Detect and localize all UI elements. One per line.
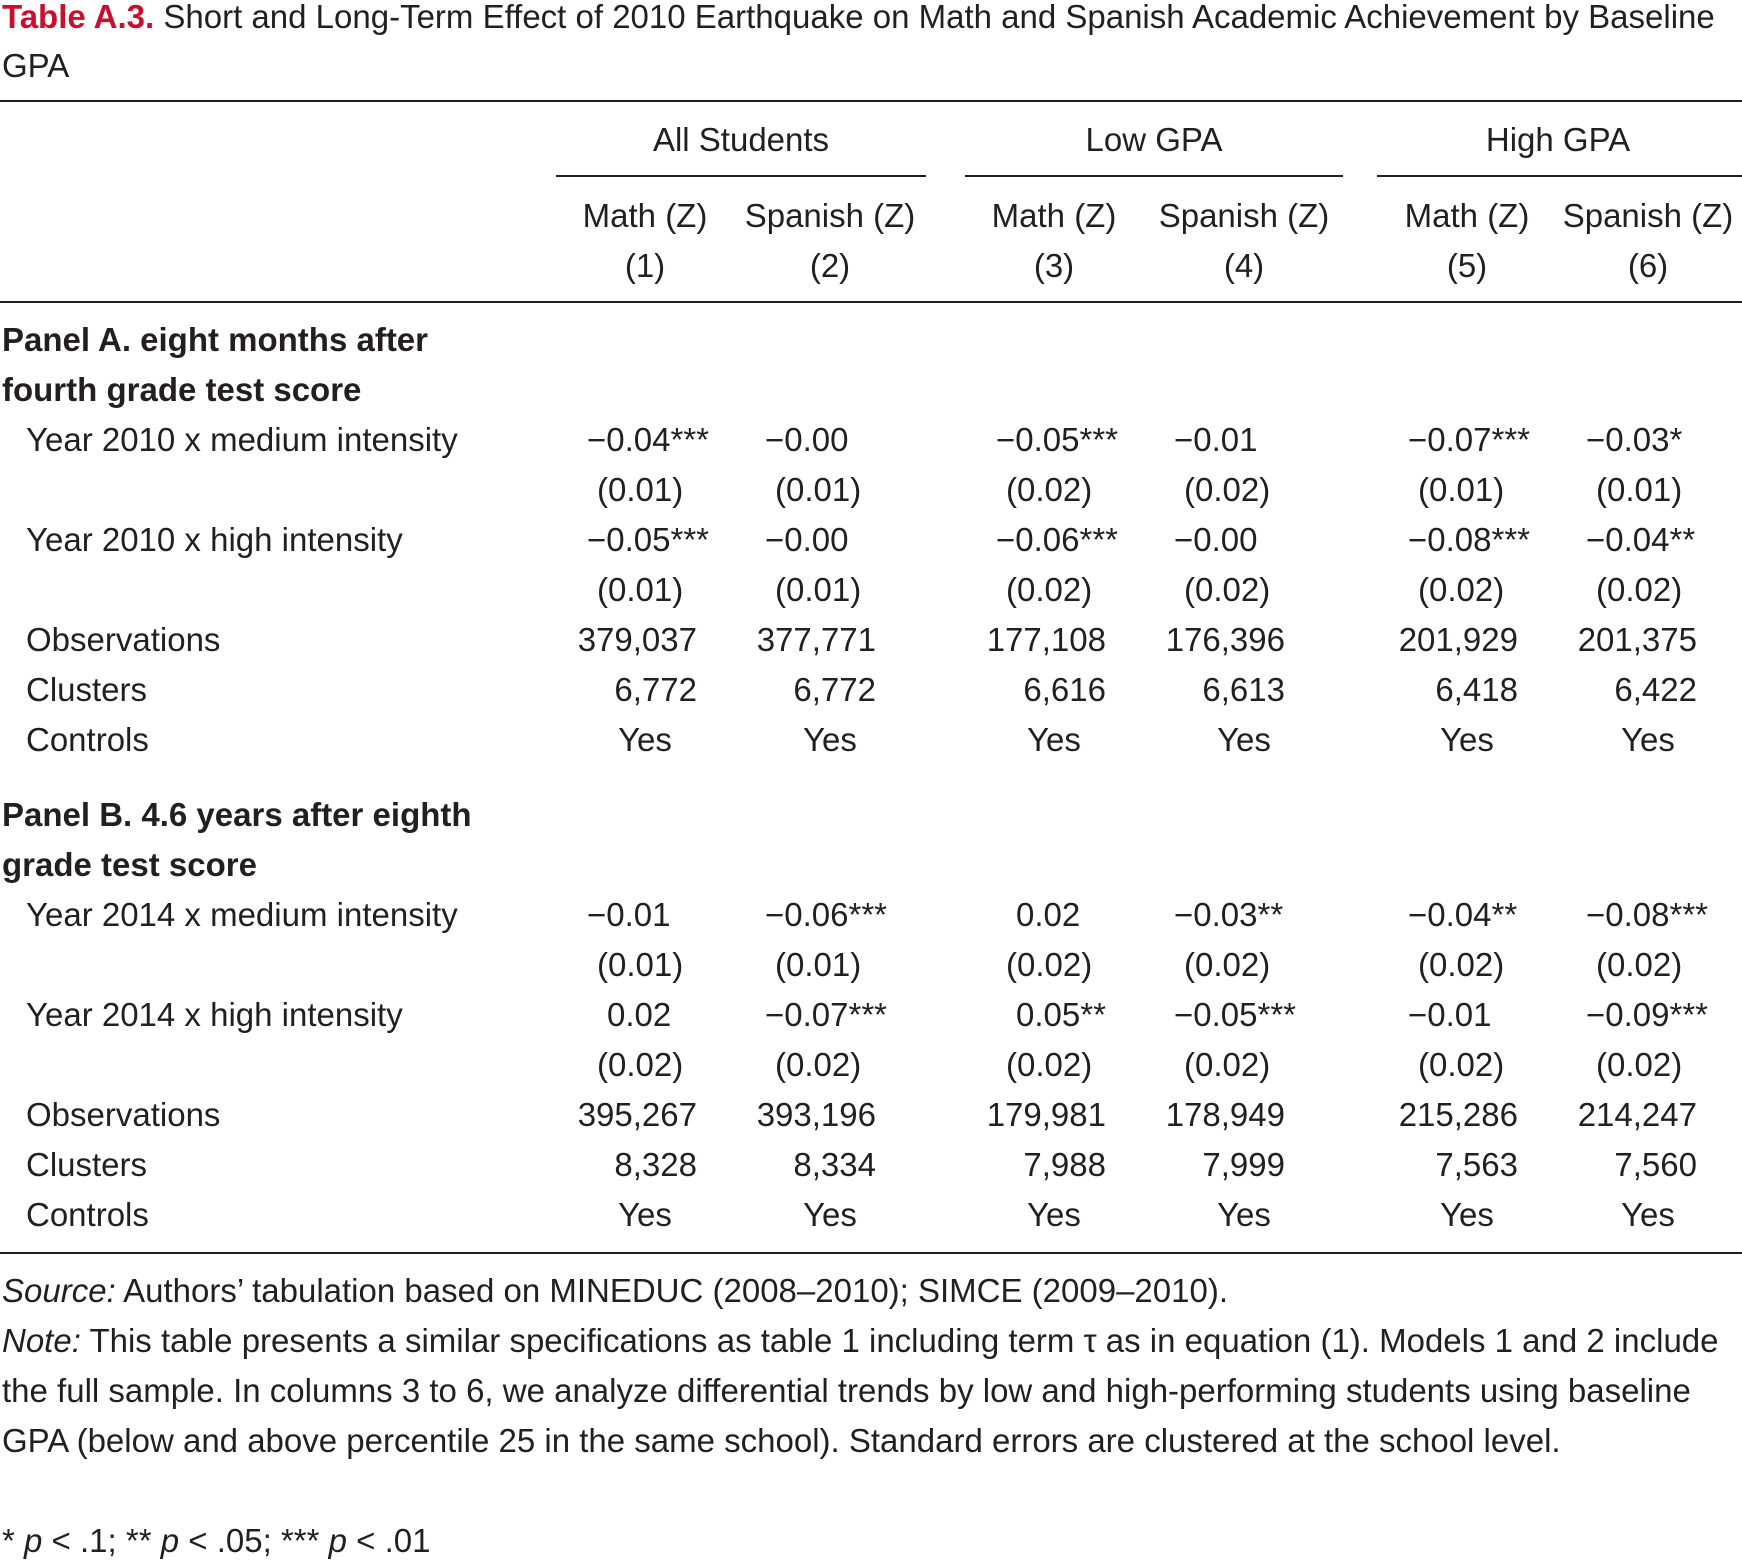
- controls-cell: Yes: [1027, 1196, 1081, 1233]
- clusters-cell: 7,999: [1202, 1146, 1285, 1183]
- controls-cell: Yes: [1217, 721, 1271, 758]
- se-cell: (0.02): [1006, 946, 1093, 983]
- se-cell: (0.02): [1184, 471, 1271, 508]
- observations-cell: 179,981: [986, 1096, 1106, 1133]
- se-cell: (0.02): [1006, 571, 1093, 608]
- coef-cell: −0.05***: [587, 521, 710, 558]
- se-cell: (0.02): [1184, 571, 1271, 608]
- column-number: (5): [1446, 247, 1488, 284]
- coef-cell: 0.02: [607, 996, 672, 1033]
- controls-cell: Yes: [1440, 1196, 1494, 1233]
- row-label: Year 2010 x high intensity: [26, 521, 403, 558]
- se-cell: (0.02): [1184, 1046, 1271, 1083]
- panel-a-title: fourth grade test score: [2, 371, 362, 408]
- column-header: Math (Z): [582, 197, 708, 234]
- coef-cell: −0.00: [1174, 521, 1258, 558]
- coef-cell: −0.06***: [996, 521, 1119, 558]
- sig-value: < .01: [356, 1522, 431, 1559]
- column-number: (6): [1627, 247, 1669, 284]
- coef-cell: −0.01: [1408, 996, 1492, 1033]
- bottom-rule: [0, 1252, 1742, 1254]
- se-cell: (0.01): [1418, 471, 1505, 508]
- coef-cell: −0.08***: [1586, 896, 1709, 933]
- observations-cell: 393,196: [756, 1096, 876, 1133]
- sig-stars: **: [125, 1522, 152, 1559]
- clusters-cell: 8,328: [614, 1146, 697, 1183]
- controls-cell: Yes: [803, 721, 857, 758]
- coef-cell: −0.00: [765, 421, 849, 458]
- table-title: Short and Long-Term Effect of 2010 Earthquake on Math and Spanish Academic Achievement by Baseline GPA: [2, 0, 1715, 84]
- sig-value: < .1;: [51, 1522, 117, 1559]
- group-header-all: All Students: [652, 121, 830, 158]
- row-label-clusters: Clusters: [26, 671, 148, 708]
- observations-cell: 395,267: [577, 1096, 697, 1133]
- clusters-cell: 6,772: [614, 671, 697, 708]
- clusters-cell: 6,616: [1023, 671, 1106, 708]
- source-note: [2, 1266, 1738, 1316]
- se-cell: (0.01): [775, 946, 862, 983]
- se-cell: (0.02): [1596, 1046, 1683, 1083]
- se-cell: (0.02): [1184, 946, 1271, 983]
- se-cell: (0.01): [1596, 471, 1683, 508]
- controls-cell: Yes: [803, 1196, 857, 1233]
- se-cell: (0.02): [1596, 946, 1683, 983]
- observations-cell: 215,286: [1398, 1096, 1518, 1133]
- se-cell: (0.01): [775, 571, 862, 608]
- observations-cell: 176,396: [1165, 621, 1285, 658]
- sig-p: p: [328, 1522, 347, 1559]
- clusters-cell: 7,988: [1023, 1146, 1106, 1183]
- se-cell: (0.02): [1006, 471, 1093, 508]
- se-cell: (0.02): [597, 1046, 684, 1083]
- coef-cell: −0.03*: [1586, 421, 1683, 458]
- se-cell: (0.02): [1418, 1046, 1505, 1083]
- observations-cell: 201,929: [1398, 621, 1518, 658]
- group-rule-all: [556, 175, 926, 177]
- significance-legend: [2, 1516, 1738, 1566]
- controls-cell: Yes: [1027, 721, 1081, 758]
- se-cell: (0.02): [1006, 1046, 1093, 1083]
- coef-cell: −0.04**: [1586, 521, 1696, 558]
- panel-b-title: grade test score: [2, 846, 257, 883]
- clusters-cell: 6,422: [1614, 671, 1697, 708]
- se-cell: (0.02): [1418, 946, 1505, 983]
- column-number: (2): [809, 247, 851, 284]
- source-text: Authors’ tabulation based on MINEDUC (2008–2010); SIMCE (2009–2010).: [123, 1272, 1228, 1309]
- controls-cell: Yes: [1440, 721, 1494, 758]
- controls-cell: Yes: [618, 1196, 672, 1233]
- row-label-clusters: Clusters: [26, 1146, 148, 1183]
- observations-cell: 379,037: [577, 621, 697, 658]
- panel-a-title: Panel A. eight months after: [2, 321, 429, 358]
- table-note: [2, 1316, 1738, 1466]
- sig-value: < .05;: [188, 1522, 272, 1559]
- observations-cell: 377,771: [756, 621, 876, 658]
- se-cell: (0.01): [597, 946, 684, 983]
- column-header: Spanish (Z): [1158, 197, 1330, 234]
- observations-cell: 178,949: [1165, 1096, 1285, 1133]
- column-number: (4): [1223, 247, 1265, 284]
- coef-cell: −0.01: [1174, 421, 1258, 458]
- coef-cell: 0.05**: [1016, 996, 1106, 1033]
- coef-cell: −0.04***: [587, 421, 710, 458]
- se-cell: (0.01): [597, 571, 684, 608]
- coef-cell: −0.01: [587, 896, 671, 933]
- clusters-cell: 8,334: [793, 1146, 876, 1183]
- observations-cell: 214,247: [1577, 1096, 1697, 1133]
- coef-cell: −0.08***: [1408, 521, 1531, 558]
- note-text: This table presents a similar specifications as table 1 including term τ as in equation (1). Models 1 and 2 include the full sample. In columns 3 to 6, we analyze differential trends by low and high-performing students using baseline GPA (below and above percentile 25 in the same school). Standard errors are clustered at the school level.: [2, 1322, 1719, 1459]
- observations-cell: 177,108: [986, 621, 1106, 658]
- column-number: (1): [624, 247, 666, 284]
- clusters-cell: 6,418: [1435, 671, 1518, 708]
- se-cell: (0.01): [775, 471, 862, 508]
- source-label: Source:: [2, 1272, 116, 1309]
- coef-cell: −0.09***: [1586, 996, 1709, 1033]
- column-header: Spanish (Z): [1562, 197, 1734, 234]
- sig-stars: ***: [280, 1522, 320, 1559]
- column-header: Math (Z): [1404, 197, 1530, 234]
- group-rule-low: [965, 175, 1343, 177]
- controls-cell: Yes: [1217, 1196, 1271, 1233]
- sig-stars: *: [2, 1522, 15, 1559]
- group-rule-high: [1377, 175, 1742, 177]
- top-rule: [0, 100, 1742, 102]
- coef-cell: −0.05***: [996, 421, 1119, 458]
- observations-cell: 201,375: [1577, 621, 1697, 658]
- coef-cell: −0.05***: [1174, 996, 1297, 1033]
- controls-cell: Yes: [618, 721, 672, 758]
- row-label: Year 2014 x high intensity: [26, 996, 403, 1033]
- clusters-cell: 7,560: [1614, 1146, 1697, 1183]
- coef-cell: −0.03**: [1174, 896, 1284, 933]
- clusters-cell: 6,613: [1202, 671, 1285, 708]
- note-label: Note:: [2, 1322, 81, 1359]
- controls-cell: Yes: [1621, 1196, 1675, 1233]
- clusters-cell: 7,563: [1435, 1146, 1518, 1183]
- se-cell: (0.02): [1596, 571, 1683, 608]
- row-label-observations: Observations: [26, 1096, 221, 1133]
- coef-cell: 0.02: [1016, 896, 1081, 933]
- coef-cell: −0.04**: [1408, 896, 1518, 933]
- coef-cell: −0.06***: [765, 896, 888, 933]
- coef-cell: −0.00: [765, 521, 849, 558]
- row-label-observations: Observations: [26, 621, 221, 658]
- group-header-high: High GPA: [1485, 121, 1631, 158]
- clusters-cell: 6,772: [793, 671, 876, 708]
- table-label: Table A.3.: [2, 0, 155, 35]
- row-label: Year 2014 x medium intensity: [26, 896, 458, 933]
- sig-p: p: [160, 1522, 180, 1559]
- column-header: Spanish (Z): [744, 197, 916, 234]
- controls-cell: Yes: [1621, 721, 1675, 758]
- row-label-controls: Controls: [26, 1196, 149, 1233]
- sig-p: p: [24, 1522, 43, 1559]
- header-rule: [0, 301, 1742, 303]
- se-cell: (0.02): [1418, 571, 1505, 608]
- table-caption: [2, 0, 1738, 90]
- row-label-controls: Controls: [26, 721, 149, 758]
- group-header-low: Low GPA: [1085, 121, 1223, 158]
- column-number: (3): [1033, 247, 1075, 284]
- coef-cell: −0.07***: [1408, 421, 1531, 458]
- panel-b-title: Panel B. 4.6 years after eighth: [2, 796, 472, 833]
- se-cell: (0.02): [775, 1046, 862, 1083]
- coef-cell: −0.07***: [765, 996, 888, 1033]
- se-cell: (0.01): [597, 471, 684, 508]
- column-header: Math (Z): [991, 197, 1117, 234]
- row-label: Year 2010 x medium intensity: [26, 421, 458, 458]
